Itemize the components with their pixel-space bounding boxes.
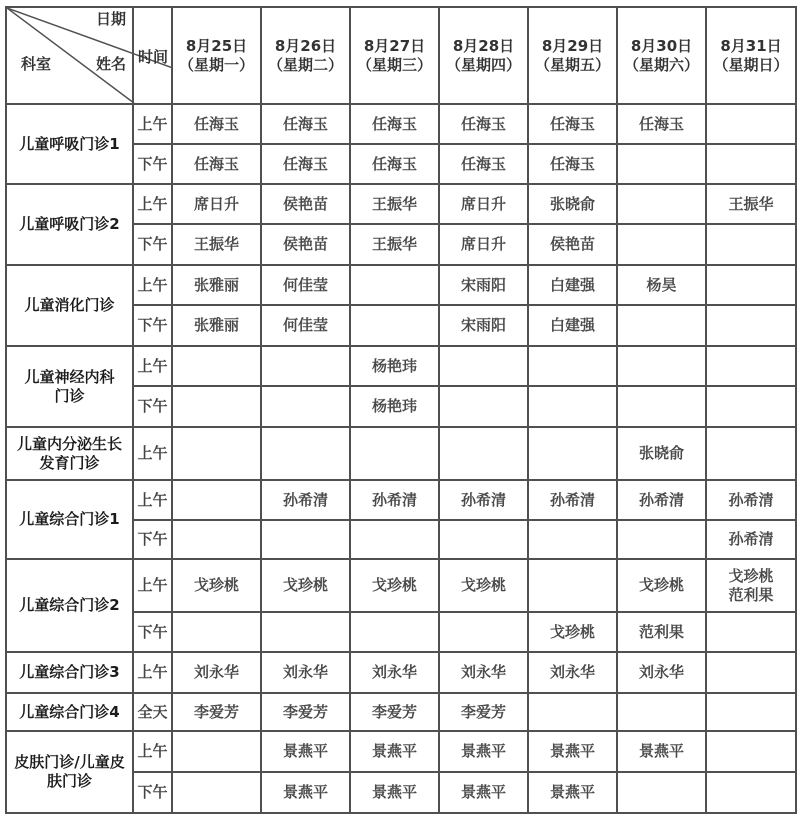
schedule-row — [6, 346, 796, 386]
doctor-cell: 景燕平 — [439, 772, 528, 813]
schedule-row — [6, 731, 796, 772]
doctor-cell — [706, 693, 796, 731]
doctor-cell: 景燕平 — [261, 731, 350, 772]
doctor-cell — [617, 346, 706, 386]
doctor-cell — [706, 427, 796, 480]
doctor-cell — [617, 693, 706, 731]
department-name: 儿童综合门诊4 — [19, 702, 120, 721]
doctor-cell: 张雅丽 — [172, 305, 261, 346]
doctor-cell — [261, 427, 350, 480]
doctor-cell — [528, 386, 617, 427]
doctor-cell: 刘永华 — [439, 652, 528, 693]
corner-date-label: 日期 — [95, 10, 126, 28]
corner-dept-label: 科室 — [21, 55, 52, 73]
doctor-cell: 席日升 — [439, 184, 528, 224]
doctor-cell: 张晓俞 — [528, 184, 617, 224]
day-header-cell — [350, 7, 439, 104]
period-cell: 上午 — [133, 559, 172, 612]
period-cell: 下午 — [133, 772, 172, 813]
doctor-cell — [706, 104, 796, 144]
period-cell: 下午 — [133, 520, 172, 559]
period-cell: 上午 — [133, 184, 172, 224]
doctor-cell: 景燕平 — [350, 772, 439, 813]
doctor-cell: 戈珍桃 范利果 — [706, 559, 796, 612]
doctor-cell: 戈珍桃 — [439, 559, 528, 612]
doctor-cell: 景燕平 — [528, 772, 617, 813]
doctor-cell: 景燕平 — [261, 772, 350, 813]
period-cell: 下午 — [133, 305, 172, 346]
schedule-body — [6, 7, 796, 813]
doctor-cell — [706, 224, 796, 265]
day-header-cell — [172, 7, 261, 104]
doctor-cell — [439, 520, 528, 559]
doctor-cell: 刘永华 — [172, 652, 261, 693]
doctor-cell: 孙希清 — [350, 480, 439, 520]
doctor-cell — [617, 386, 706, 427]
doctor-cell: 戈珍桃 — [172, 559, 261, 612]
day-header-cell — [439, 7, 528, 104]
doctor-cell: 张晓俞 — [617, 427, 706, 480]
doctor-cell — [172, 612, 261, 652]
doctor-cell: 王振华 — [350, 224, 439, 265]
doctor-cell: 戈珍桃 — [350, 559, 439, 612]
period-cell: 下午 — [133, 612, 172, 652]
doctor-cell: 孙希清 — [439, 480, 528, 520]
doctor-cell — [172, 731, 261, 772]
doctor-cell — [261, 612, 350, 652]
department-cell — [6, 480, 133, 559]
schedule-row — [6, 693, 796, 731]
day-weekday-label: （星期五） — [534, 55, 610, 74]
period-cell: 上午 — [133, 480, 172, 520]
doctor-cell — [528, 427, 617, 480]
period-cell: 上午 — [133, 427, 172, 480]
doctor-cell: 何佳莹 — [261, 265, 350, 305]
doctor-cell — [617, 184, 706, 224]
doctor-cell: 白建强 — [528, 265, 617, 305]
doctor-cell — [706, 144, 796, 184]
doctor-cell: 孙希清 — [706, 520, 796, 559]
doctor-cell: 孙希清 — [706, 480, 796, 520]
doctor-cell — [172, 427, 261, 480]
doctor-cell — [528, 520, 617, 559]
department-name: 儿童综合门诊2 — [19, 596, 120, 614]
period-cell: 全天 — [133, 693, 172, 731]
doctor-cell: 任海玉 — [528, 104, 617, 144]
day-date-label: 8月27日 — [363, 36, 426, 55]
period-cell: 上午 — [133, 731, 172, 772]
department-name: 儿童呼吸门诊1 — [19, 134, 120, 153]
doctor-cell: 任海玉 — [439, 144, 528, 184]
doctor-cell: 侯艳苗 — [261, 224, 350, 265]
doctor-cell: 杨艳玮 — [350, 386, 439, 427]
doctor-cell — [706, 305, 796, 346]
day-weekday-label: （星期六） — [623, 55, 699, 74]
doctor-cell: 王振华 — [172, 224, 261, 265]
doctor-cell — [172, 520, 261, 559]
day-header-cell — [528, 7, 617, 104]
doctor-cell — [172, 772, 261, 813]
day-weekday-label: （星期日） — [713, 55, 789, 74]
department-name: 儿童综合门诊3 — [19, 663, 120, 681]
doctor-cell — [350, 305, 439, 346]
doctor-cell — [617, 520, 706, 559]
schedule-row — [6, 427, 796, 480]
period-cell: 下午 — [133, 144, 172, 184]
day-header-cell — [706, 7, 796, 104]
department-name: 儿童神经内科 门诊 — [24, 367, 115, 405]
day-date-label: 8月25日 — [185, 36, 248, 55]
doctor-cell: 任海玉 — [261, 144, 350, 184]
doctor-cell — [617, 144, 706, 184]
doctor-cell — [528, 559, 617, 612]
doctor-cell: 刘永华 — [617, 652, 706, 693]
doctor-cell — [439, 427, 528, 480]
doctor-cell — [261, 520, 350, 559]
doctor-cell — [706, 652, 796, 693]
corner-time-cell — [133, 7, 172, 104]
period-cell: 上午 — [133, 346, 172, 386]
doctor-cell: 李爱芳 — [350, 693, 439, 731]
doctor-cell: 戈珍桃 — [528, 612, 617, 652]
doctor-cell — [350, 520, 439, 559]
doctor-cell — [617, 224, 706, 265]
doctor-cell: 王振华 — [350, 184, 439, 224]
doctor-cell: 范利果 — [617, 612, 706, 652]
department-name: 儿童呼吸门诊2 — [19, 215, 120, 233]
doctor-cell: 侯艳苗 — [261, 184, 350, 224]
department-cell — [6, 346, 133, 427]
schedule-row — [6, 480, 796, 520]
doctor-cell: 李爱芳 — [261, 693, 350, 731]
doctor-cell — [706, 346, 796, 386]
doctor-cell: 席日升 — [172, 184, 261, 224]
doctor-cell: 戈珍桃 — [617, 559, 706, 612]
doctor-cell: 任海玉 — [261, 104, 350, 144]
day-date-label: 8月30日 — [630, 36, 693, 55]
doctor-cell: 孙希清 — [528, 480, 617, 520]
period-cell: 上午 — [133, 652, 172, 693]
department-name: 皮肤门诊/儿童皮 肤门诊 — [14, 753, 125, 790]
doctor-cell — [172, 386, 261, 427]
doctor-cell — [261, 386, 350, 427]
department-cell — [6, 731, 133, 813]
doctor-cell — [706, 612, 796, 652]
department-cell — [6, 427, 133, 480]
doctor-cell — [439, 386, 528, 427]
doctor-cell: 何佳莹 — [261, 305, 350, 346]
doctor-cell: 刘永华 — [528, 652, 617, 693]
day-weekday-label: （星期四） — [445, 55, 521, 74]
doctor-cell: 宋雨阳 — [439, 305, 528, 346]
doctor-cell — [706, 265, 796, 305]
day-header-cell — [617, 7, 706, 104]
schedule-table — [5, 6, 797, 814]
period-cell: 下午 — [133, 386, 172, 427]
department-cell — [6, 104, 133, 184]
day-date-label: 8月31日 — [720, 36, 782, 55]
day-date-label: 8月26日 — [274, 36, 337, 55]
doctor-cell — [617, 305, 706, 346]
schedule-row — [6, 184, 796, 224]
doctor-cell — [528, 346, 617, 386]
department-cell — [6, 559, 133, 652]
department-name: 儿童消化门诊 — [24, 296, 115, 314]
period-cell: 下午 — [133, 224, 172, 265]
doctor-cell: 刘永华 — [261, 652, 350, 693]
department-cell — [6, 265, 133, 346]
doctor-cell: 任海玉 — [528, 144, 617, 184]
department-name: 儿童综合门诊1 — [19, 510, 120, 528]
doctor-cell: 刘永华 — [350, 652, 439, 693]
doctor-cell: 宋雨阳 — [439, 265, 528, 305]
department-name: 儿童内分泌生长 发育门诊 — [16, 434, 122, 472]
doctor-cell — [439, 612, 528, 652]
doctor-cell: 杨艳玮 — [350, 346, 439, 386]
doctor-cell — [261, 346, 350, 386]
doctor-cell: 任海玉 — [617, 104, 706, 144]
corner-time-label: 时间 — [137, 48, 168, 66]
day-weekday-label: （星期一） — [178, 55, 254, 74]
schedule-row — [6, 559, 796, 612]
doctor-cell: 白建强 — [528, 305, 617, 346]
department-cell — [6, 184, 133, 265]
doctor-cell: 景燕平 — [617, 731, 706, 772]
doctor-cell: 任海玉 — [172, 104, 261, 144]
doctor-cell: 王振华 — [706, 184, 796, 224]
department-cell — [6, 652, 133, 693]
day-header-cell — [261, 7, 350, 104]
doctor-cell: 孙希清 — [617, 480, 706, 520]
doctor-cell — [439, 346, 528, 386]
doctor-cell: 侯艳苗 — [528, 224, 617, 265]
doctor-cell: 景燕平 — [350, 731, 439, 772]
doctor-cell: 李爱芳 — [439, 693, 528, 731]
period-cell: 上午 — [133, 104, 172, 144]
doctor-cell: 景燕平 — [439, 731, 528, 772]
doctor-cell — [350, 427, 439, 480]
doctor-cell — [172, 480, 261, 520]
corner-name-label: 姓名 — [95, 55, 126, 73]
doctor-cell: 孙希清 — [261, 480, 350, 520]
doctor-cell: 杨昊 — [617, 265, 706, 305]
doctor-cell: 席日升 — [439, 224, 528, 265]
doctor-cell — [706, 772, 796, 813]
doctor-cell: 任海玉 — [350, 104, 439, 144]
schedule-row — [6, 265, 796, 305]
corner-header-cell — [6, 7, 133, 104]
schedule-row — [6, 104, 796, 144]
doctor-cell: 任海玉 — [172, 144, 261, 184]
schedule-row — [6, 652, 796, 693]
header-row — [6, 7, 796, 104]
doctor-cell: 李爱芳 — [172, 693, 261, 731]
period-cell: 上午 — [133, 265, 172, 305]
day-date-label: 8月29日 — [541, 36, 604, 55]
doctor-cell: 景燕平 — [528, 731, 617, 772]
doctor-cell — [528, 693, 617, 731]
doctor-cell: 张雅丽 — [172, 265, 261, 305]
doctor-cell: 任海玉 — [439, 104, 528, 144]
department-cell — [6, 693, 133, 731]
doctor-cell — [706, 386, 796, 427]
doctor-cell — [617, 772, 706, 813]
doctor-cell — [350, 612, 439, 652]
day-date-label: 8月28日 — [452, 36, 515, 55]
doctor-cell: 戈珍桃 — [261, 559, 350, 612]
doctor-cell — [172, 346, 261, 386]
doctor-cell — [350, 265, 439, 305]
day-weekday-label: （星期二） — [267, 55, 343, 74]
day-weekday-label: （星期三） — [356, 55, 432, 74]
doctor-cell: 任海玉 — [350, 144, 439, 184]
doctor-cell — [706, 731, 796, 772]
